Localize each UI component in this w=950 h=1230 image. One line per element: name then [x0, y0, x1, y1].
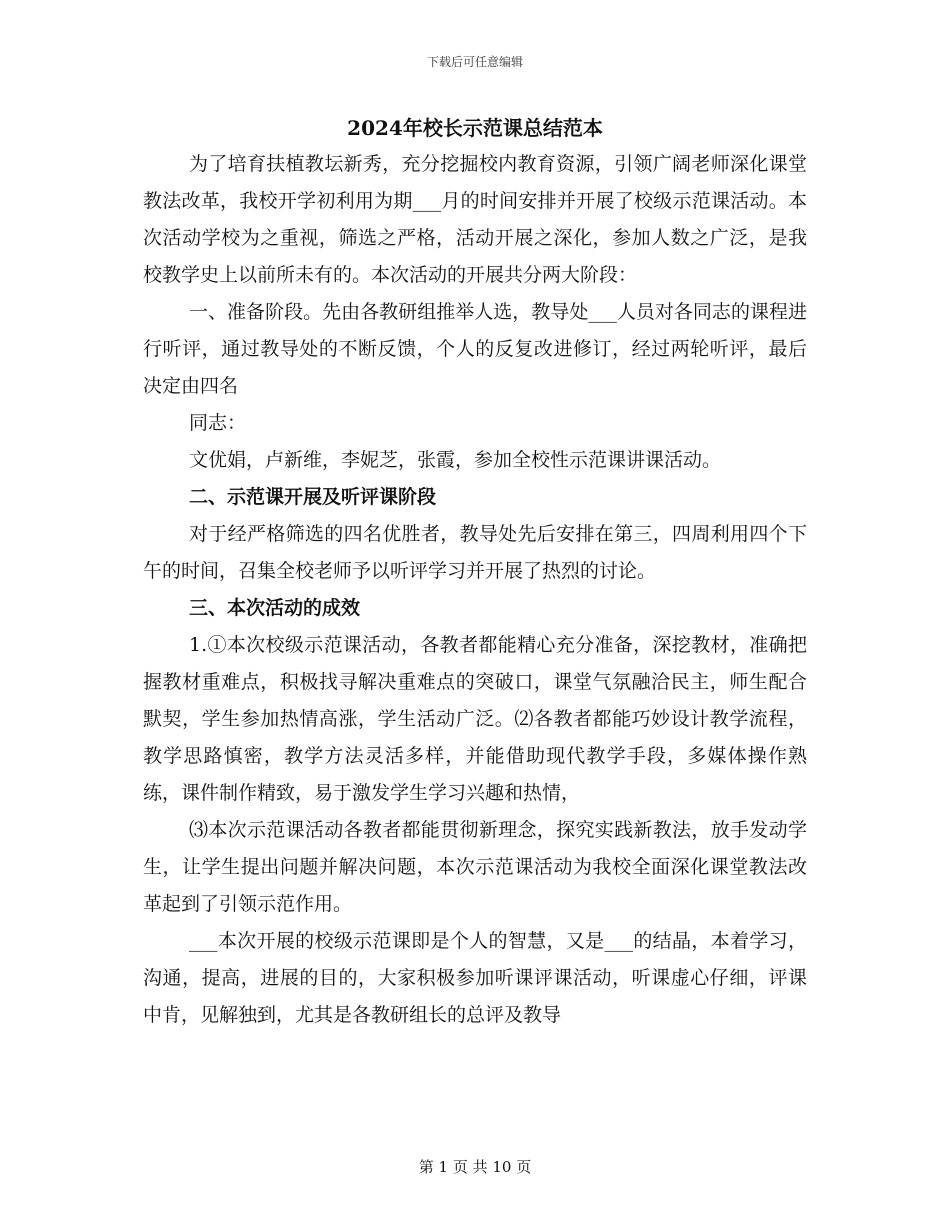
paragraph-results-one: 1.①本次校级示范课活动，各教者都能精心充分准备，深挖教材，准确把握教材重难点，积极找寻解决重难点的突破口，课堂气氛融洽民主，师生配合默契，学生参加热情高涨，学生活动广泛。⑵各教者都能巧妙设计教学流程，教学思路慎密，教学方法灵活多样，并能借助现代教学手段，多媒体操作熟练，课件制作精致，易于激发学生学习兴趣和热情， — [143, 634, 807, 804]
page-header-note: 下载后可任意编辑 — [426, 55, 523, 69]
section-heading-results: 三、本次活动的成效 — [189, 597, 361, 619]
section-heading-stage-two: 二、示范课开展及听评课阶段 — [189, 486, 437, 508]
document-title: 2024年校长示范课总结范本 — [347, 116, 603, 140]
paragraph-participants: 文优娟，卢新维，李妮芝，张霞，参加全校性示范课讲课活动。 — [189, 449, 722, 471]
paragraph-summary: ___本次开展的校级示范课即是个人的智慧，又是___的结晶，本着学习，沟通，提高，进展的目的，大家积极参加听课评课活动，听课虚心仔细，评课中肯，见解独到，尤其是各教研组长的总评及教导 — [143, 930, 807, 1026]
paragraph-stage-two: 对于经严格筛选的四名优胜者，教导处先后安排在第三，四周利用四个下午的时间，召集全校老师予以听评学习并开展了热烈的讨论。 — [143, 523, 807, 582]
paragraph-stage-one: 一、准备阶段。先由各教研组推举人选，教导处___人员对各同志的课程进行听评，通过教导处的不断反馈，个人的反复改进修订，经过两轮听评，最后决定由四名 — [143, 301, 807, 397]
page-number: 第 1 页 共 10 页 — [418, 1158, 532, 1176]
paragraph-results-three: ⑶本次示范课活动各教者都能贯彻新理念，探究实践新教法，放手发动学生，让学生提出问题并解决问题，本次示范课活动为我校全面深化课堂教法改革起到了引领示范作用。 — [143, 819, 807, 915]
paragraph-comrades-label: 同志： — [189, 412, 247, 434]
paragraph-intro: 为了培育扶植教坛新秀，充分挖掘校内教育资源，引领广阔老师深化课堂教法改革，我校开学初利用为期___月的时间安排并开展了校级示范课活动。本次活动学校为之重视，筛选之严格，活动开展之深化，参加人数之广泛，是我校教学史上以前所未有的。本次活动的开展共分两大阶段： — [143, 153, 807, 286]
document-body — [143, 112, 807, 1034]
